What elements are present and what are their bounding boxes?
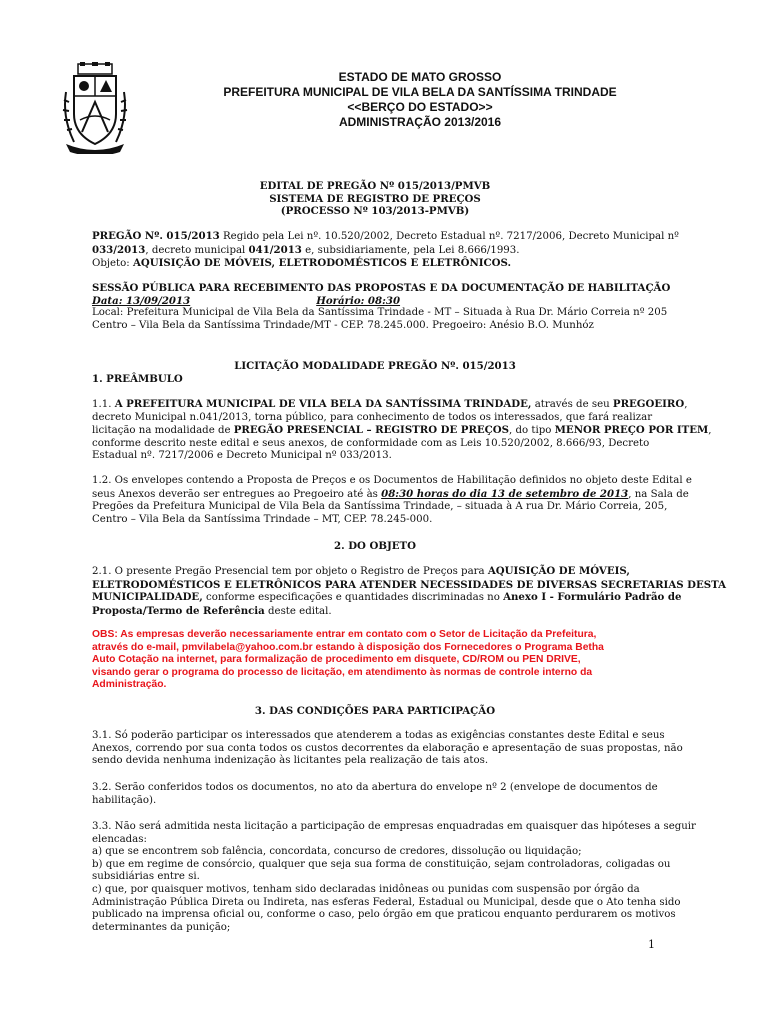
- clause-text: ,: [708, 425, 712, 437]
- clause-line: conforme descrito neste edital e seus anexos, de conformidade com as Leis 10.520/2002, 8.666/93, Decreto: [92, 437, 650, 449]
- clause-text: conforme especificações e quantidades discriminadas no: [202, 592, 504, 604]
- list-item: b) que em regime de consórcio, qualquer que seja sua forma de constituição, sejam controladoras, coligadas ou: [92, 858, 671, 870]
- clause-line: 3.1. Só poderão participar os interessados que atenderem a todas as exigências constantes deste Edital e seus: [92, 730, 665, 741]
- clause-text: seus Anexos deverão ser entregues ao Pregoeiro até às: [92, 488, 382, 500]
- object-title-end: MUNICIPALIDADE,: [92, 591, 203, 604]
- deadline-text: 08:30 horas do dia 13 de setembro de 2013: [381, 487, 629, 500]
- clause-text: , do tipo: [509, 425, 555, 437]
- clause-line: 1.2. Os envelopes contendo a Proposta de Preços e os Documentos de Habilitação definidos no objeto deste Edital e: [92, 475, 692, 486]
- pregao-number: PREGÃO Nº. 015/2013: [92, 230, 220, 242]
- obs-line: Administração.: [92, 679, 167, 691]
- obs-notice: [92, 629, 658, 692]
- clause-line: Pregões da Prefeitura Municipal de Vila Bela da Santíssima Trindade, – situada à A rua Dr. Mário Correia, 205,: [92, 501, 668, 513]
- obs-line: Auto Cotação na internet, para formalização de procedimento em disquete, CD/ROM ou PEN DRIVE,: [92, 654, 581, 666]
- condicoes-heading: 3. DAS CONDIÇÕES PARA PARTICIPAÇÃO: [254, 705, 496, 717]
- modalidade-heading: LICITAÇÃO MODALIDADE PREGÃO Nº. 015/2013: [234, 360, 516, 372]
- list-item-cont: Administração Pública Direta ou Indireta, nas esferas Federal, Estadual ou Municipal, desde que o Ato tenha sido: [92, 896, 681, 908]
- clause-line: habilitação).: [92, 794, 157, 806]
- edital-title: EDITAL DE PREGÃO Nº 015/2013/PMVB: [259, 180, 491, 192]
- paragraph-1-1: [92, 398, 712, 463]
- intro-paragraph: [92, 230, 679, 271]
- document-header: [140, 70, 700, 130]
- clause-modality: PREGÃO PRESENCIAL – REGISTRO DE PREÇOS: [233, 424, 510, 437]
- list-item-cont: determinantes da punição;: [92, 921, 231, 933]
- objeto-heading: 2. DO OBJETO: [334, 540, 416, 552]
- page-number: 1: [648, 938, 655, 951]
- annex-reference: Anexo I - Formulário Padrão de: [503, 591, 682, 604]
- clause-number: 1.1.: [92, 399, 115, 410]
- object-title: AQUISIÇÃO DE MÓVEIS,: [487, 565, 630, 577]
- clause-text: 2.1. O presente Pregão Presencial tem por objeto o Registro de Preços para: [92, 566, 488, 577]
- object-title-cont: ELETRODOMÉSTICOS E ELETRÔNICOS PARA ATENDER NECESSIDADES DE DIVERSAS SECRETARIAS DESTA: [92, 578, 727, 591]
- edital-title-block: [92, 180, 658, 218]
- header-prefeitura: PREFEITURA MUNICIPAL DE VILA BELA DA SANTÍSSIMA TRINDADE: [223, 85, 617, 99]
- session-title: SESSÃO PÚBLICA PARA RECEBIMENTO DAS PROPOSTAS E DA DOCUMENTAÇÃO DE HABILITAÇÃO: [92, 282, 671, 294]
- intro-text: e, subsidiariamente, pela Lei 8.666/1993.: [301, 244, 520, 256]
- paragraph-1-2: [92, 475, 692, 526]
- intro-text: Regido pela Lei nº. 10.520/2002, Decreto Estadual nº. 7217/2006, Decreto Municipal nº: [219, 231, 679, 242]
- header-administration: ADMINISTRAÇÃO 2013/2016: [338, 115, 502, 129]
- clause-text: licitação na modalidade de: [92, 425, 234, 437]
- list-item-cont: subsidiárias entre si.: [92, 871, 200, 883]
- paragraph-2-1: [92, 565, 727, 618]
- list-item: a) que se encontrem sob falência, concordata, concurso de credores, dissolução ou liquidação;: [92, 846, 582, 858]
- list-item-cont: publicado na imprensa oficial ou, conforme o caso, pelo órgão em que praticou enquanto perdurarem os motivos: [92, 909, 676, 921]
- edital-process: (PROCESSO Nº 103/2013-PMVB): [280, 205, 470, 218]
- object-label: Objeto:: [92, 258, 133, 270]
- clause-line: Centro – Vila Bela da Santíssima Trindade – MT, CEP. 78.245-000.: [92, 513, 433, 525]
- clause-line: decreto Municipal n.041/2013, torna público, para conhecimento de todos os interessados, que fará realizar: [92, 411, 653, 423]
- preambulo-heading: 1. PREÂMBULO: [92, 373, 183, 385]
- edital-system: SISTEMA DE REGISTRO DE PREÇOS: [269, 192, 481, 205]
- clause-type: MENOR PREÇO POR ITEM: [554, 424, 709, 437]
- object-value: AQUISIÇÃO DE MÓVEIS, ELETRODOMÉSTICOS E ELETRÔNICOS.: [132, 257, 512, 270]
- paragraph-3-1: [92, 730, 683, 768]
- clause-line: Anexos, correndo por sua conta todos os custos decorrentes da elaboração e apresentação de suas propostas, não: [92, 742, 683, 754]
- clause-text: , na Sala de: [628, 488, 689, 500]
- session-time: Horário: 08:30: [316, 294, 401, 307]
- municipal-coat-of-arms-icon: [60, 62, 130, 154]
- paragraph-3-2: [92, 782, 658, 807]
- clause-line: Estadual nº. 7217/2006 e Decreto Municipal nº 033/2013.: [92, 450, 392, 462]
- clause-line: elencadas:: [92, 833, 147, 845]
- intro-text: , decreto municipal: [145, 244, 249, 256]
- clause-text: ,: [684, 399, 688, 410]
- decree-number: 033/2013: [92, 243, 146, 256]
- session-local: Local: Prefeitura Municipal de Vila Bela da Santíssima Trindade - MT – Situada à Rua Dr. Mário Correia nº 205: [92, 307, 668, 319]
- clause-line: sendo devida nenhuma indenização às licitantes pela realização de tais atos.: [92, 755, 489, 767]
- paragraph-3-3: [92, 821, 696, 934]
- decree-number: 041/2013: [248, 243, 302, 256]
- session-date: Data: 13/09/2013: [92, 294, 191, 307]
- clause-text: através de seu: [531, 399, 613, 410]
- clause-pregoeiro: PREGOEIRO: [612, 398, 685, 410]
- obs-line: visando gerar o programa do processo de licitação, em atendimento às normas de controle interno da: [92, 666, 593, 678]
- annex-reference-cont: Proposta/Termo de Referência: [92, 604, 265, 617]
- clause-line: 3.3. Não será admitida nesta licitação a participação de empresas enquadradas em quaisquer das hipóteses a seguir: [92, 821, 696, 832]
- session-local-cont: Centro – Vila Bela da Santíssima Trindade/MT - CEP. 78.245.000. Pregoeiro: Anésio B.O. Munhóz: [92, 319, 594, 331]
- clause-text: deste edital.: [264, 605, 332, 617]
- session-block: [92, 282, 671, 332]
- obs-line: através do e-mail, pmvilabela@yahoo.com.br estando à disposição dos Fornecedores o Programa Betha: [92, 641, 604, 653]
- session-date-line: [92, 295, 658, 308]
- list-item: c) que, por quaisquer motivos, tenham sido declaradas inidôneas ou punidas com suspensão por órgão da: [92, 883, 640, 895]
- clause-line: 3.2. Serão conferidos todos os documentos, no ato da abertura do envelope nº 2 (envelope de documentos de: [92, 782, 658, 793]
- obs-line: OBS: As empresas deverão necessariamente entrar em contato com o Setor de Licitação da Prefeitura,: [92, 629, 597, 640]
- clause-entity: A PREFEITURA MUNICIPAL DE VILA BELA DA SANTÍSSIMA TRINDADE,: [114, 398, 532, 410]
- header-slogan: <<BERÇO DO ESTADO>>: [347, 100, 493, 114]
- header-state: ESTADO DE MATO GROSSO: [338, 70, 502, 84]
